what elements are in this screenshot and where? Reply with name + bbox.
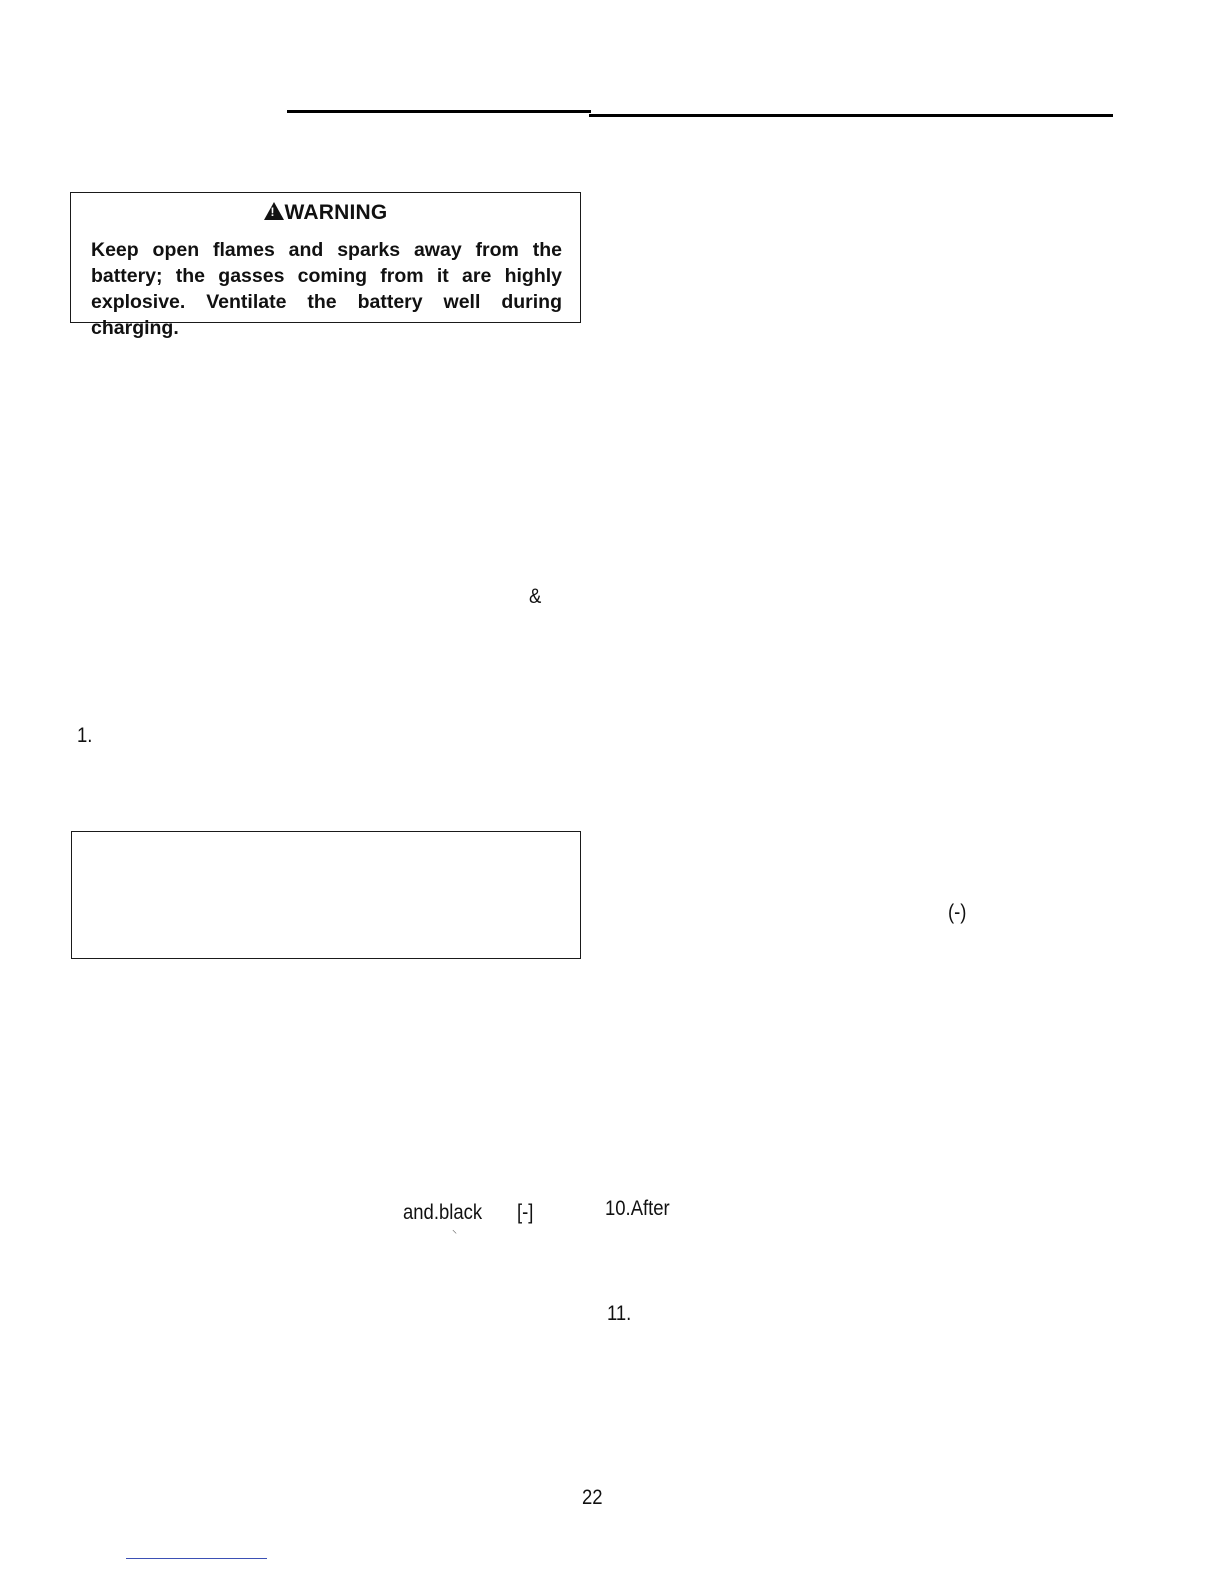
step-1-number: 1. (77, 724, 93, 747)
step-11-number: 11. (607, 1302, 632, 1325)
warning-box (70, 192, 581, 339)
warning-title (71, 201, 580, 225)
warning-title-text: WARNING (284, 201, 388, 224)
warning-triangle-icon (264, 202, 284, 220)
page-number: 22 (582, 1486, 603, 1509)
and-black-fragment: and.black (403, 1201, 483, 1224)
footer-rule (126, 1558, 267, 1559)
negative-bracket-fragment: [-] (517, 1201, 534, 1224)
negative-symbol-fragment: (-) (948, 901, 967, 924)
blank-notice-box (71, 831, 581, 959)
header-rule-left (287, 110, 591, 113)
step-10-text: 10.After (605, 1197, 670, 1220)
warning-text: Keep open flames and sparks away from the battery; the gasses coming from it are highly explosive. Ventilate the battery well during charging. (91, 239, 562, 339)
header-rule-right (589, 114, 1113, 117)
scan-speck: ⸌ (452, 1229, 457, 1240)
ampersand-fragment: & (529, 585, 542, 608)
